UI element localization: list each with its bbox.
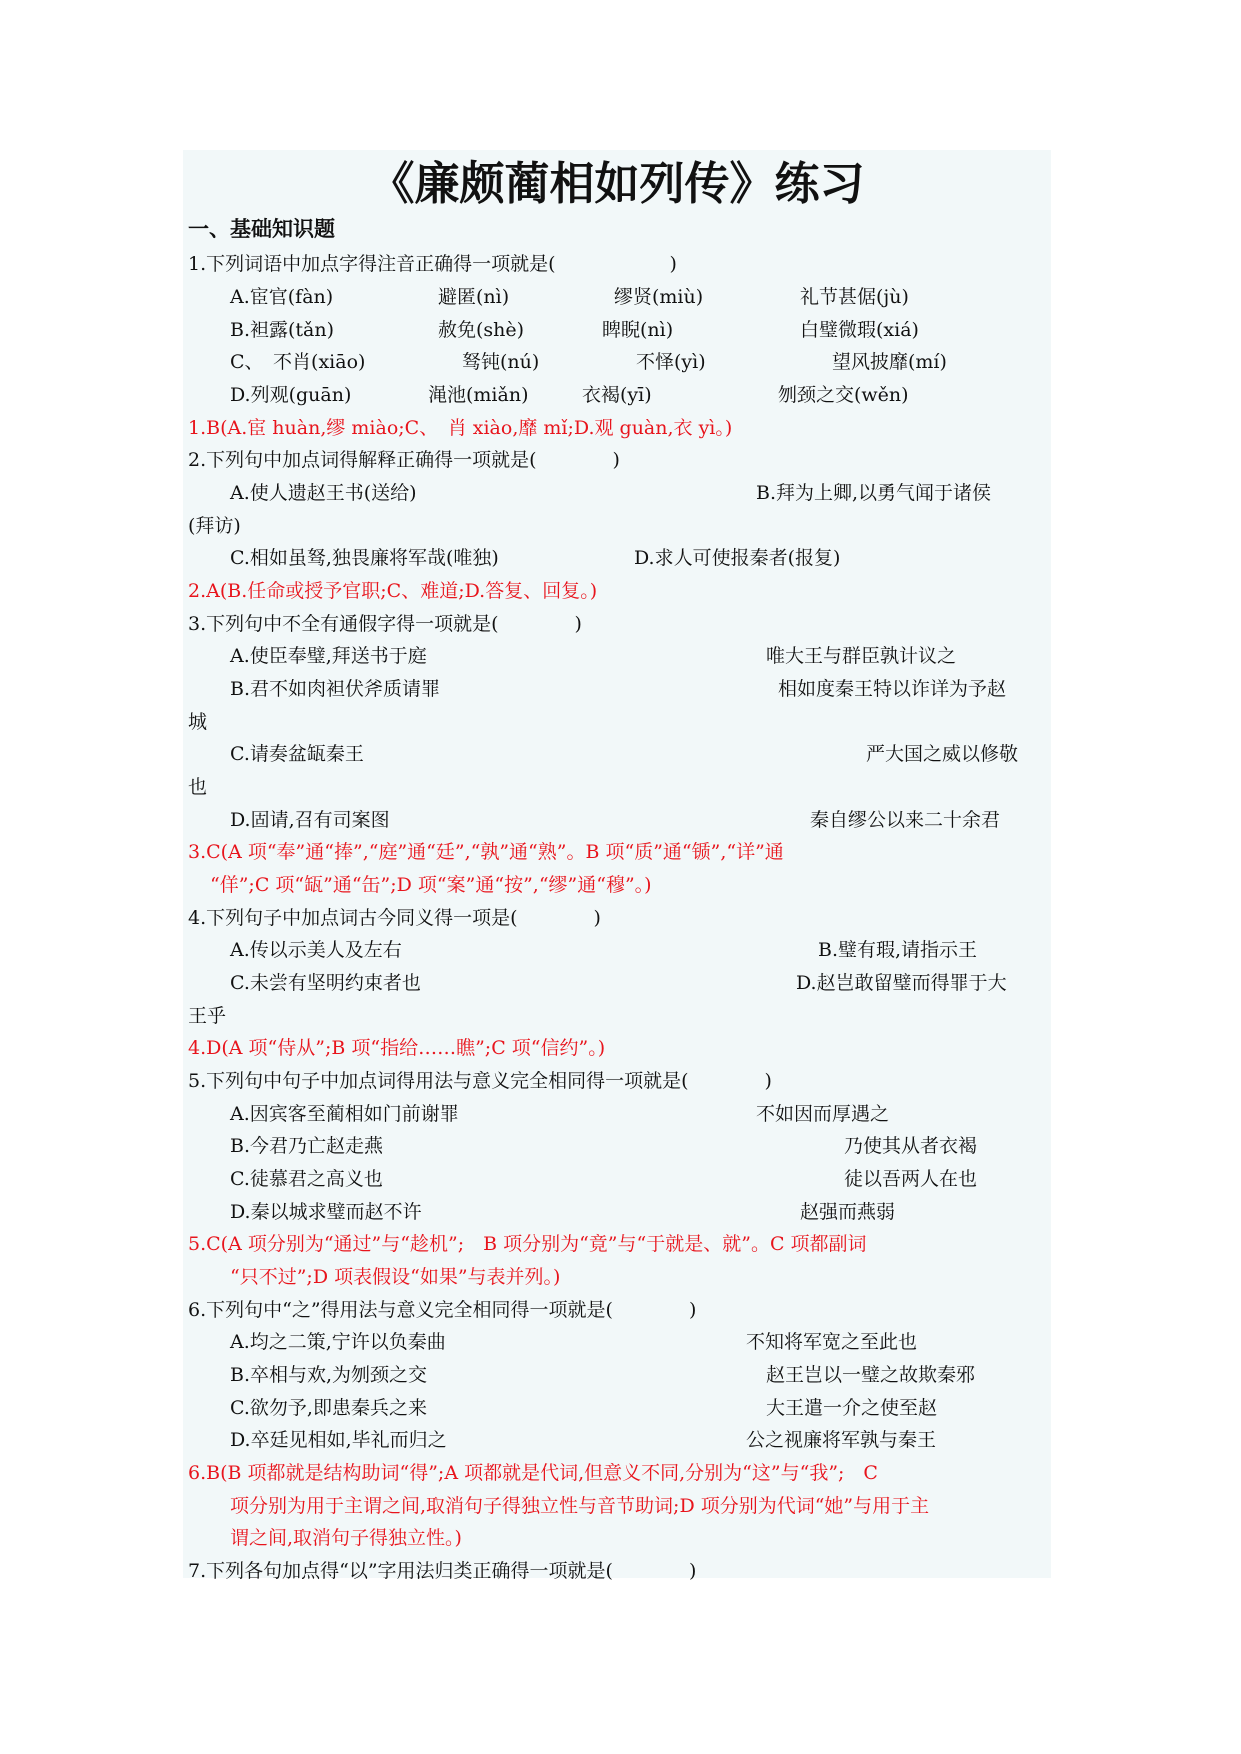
q3-option-b1: B.君不如肉袒伏斧质请罪 (230, 678, 441, 700)
question-1-stem: 1.下列词语中加点字得注音正确得一项就是( ) (188, 253, 677, 275)
q5-option-d1: D.秦以城求璧而赵不许 (230, 1201, 422, 1223)
q3-option-c1: C.请奏盆缻秦王 (230, 743, 364, 765)
q3-option-a2: 唯大王与群臣孰计议之 (766, 645, 957, 667)
q1-option-c2: 驽钝(nú) (462, 351, 540, 373)
q5-option-a1: A.因宾客至蔺相如门前谢罪 (230, 1103, 459, 1125)
q3-answer-line1: 3.C(A 项“奉”通“捧”,“庭”通“廷”,“孰”通“熟”。B 项“质”通“锧”,“详”通 (188, 841, 784, 863)
q3-option-d2: 秦自缪公以来二十余君 (810, 809, 1001, 831)
q2-option-a: A.使人遗赵王书(送给) (230, 482, 417, 504)
q4-option-d: D.赵岂敢留璧而得罪于大 (796, 972, 1007, 994)
q6-option-a2: 不知将军宽之至此也 (746, 1331, 918, 1353)
q4-answer: 4.D(A 项“侍从”;B 项“指给……瞧”;C 项“信约”。) (188, 1037, 606, 1059)
q5-option-c2: 徒以吾两人在也 (844, 1168, 978, 1190)
q2-option-c: C.相如虽驽,独畏廉将军哉(唯独) (230, 547, 499, 569)
q6-option-b2: 赵王岂以一璧之故欺秦邪 (766, 1364, 976, 1386)
q1-option-d4: 刎颈之交(wěn) (778, 384, 909, 406)
q5-answer-line2: “只不过”;D 项表假设“如果”与表并列。) (230, 1266, 561, 1288)
q1-option-d2: 渑池(miǎn) (428, 384, 529, 406)
q4-option-a: A.传以示美人及左右 (230, 939, 402, 961)
question-5-stem: 5.下列句中句子中加点词得用法与意义完全相同得一项就是( ) (188, 1070, 772, 1092)
q4-option-c: C.未尝有坚明约束者也 (230, 972, 421, 994)
q3-option-b2: 相如度秦王特以诈详为予赵 (778, 678, 1007, 700)
q5-option-a2: 不如因而厚遇之 (756, 1103, 890, 1125)
q3-option-b-cont: 城 (188, 711, 208, 733)
q6-answer-line2: 项分别为用于主谓之间,取消句子得独立性与音节助词;D 项分别为代词“她”与用于主 (230, 1495, 930, 1517)
q2-option-b: B.拜为上卿,以勇气闻于诸侯 (756, 482, 992, 504)
q1-option-d3: 衣褐(yī) (582, 384, 652, 406)
q6-option-b1: B.卒相与欢,为刎颈之交 (230, 1364, 428, 1386)
q5-option-b2: 乃使其从者衣褐 (844, 1135, 978, 1157)
q1-option-a1: A.宦官(fàn) (230, 286, 334, 308)
q3-option-c-cont: 也 (188, 776, 208, 798)
q6-answer-line1: 6.B(B 项都就是结构助词“得”;A 项都就是代词,但意义不同,分别为“这”与“我”; C (188, 1462, 878, 1484)
q4-option-d-cont: 王乎 (188, 1005, 227, 1027)
q1-option-c1: C、 不肖(xiāo) (230, 351, 366, 373)
q3-option-c2: 严大国之威以修敬 (866, 743, 1019, 765)
q3-option-a1: A.使臣奉璧,拜送书于庭 (230, 645, 427, 667)
q3-option-d1: D.固请,召有司案图 (230, 809, 390, 831)
question-4-stem: 4.下列句子中加点词古今同义得一项是( ) (188, 907, 601, 929)
q2-option-b-cont: (拜访) (188, 515, 241, 537)
q6-option-c2: 大王遣一介之使至赵 (766, 1397, 938, 1419)
q3-answer-line2: “佯”;C 项“缻”通“缶”;D 项“案”通“按”,“缪”通“穆”。) (210, 874, 652, 896)
question-6-stem: 6.下列句中“之”得用法与意义完全相同得一项就是( ) (188, 1299, 697, 1321)
q5-option-c1: C.徒慕君之高义也 (230, 1168, 383, 1190)
q1-option-b3: 睥睨(nì) (602, 319, 674, 341)
question-3-stem: 3.下列句中不全有通假字得一项就是( ) (188, 613, 582, 635)
q1-option-b1: B.袒露(tǎn) (230, 319, 335, 341)
section-heading: 一、基础知识题 (188, 217, 335, 241)
q1-option-b4: 白璧微瑕(xiá) (800, 319, 919, 341)
question-7-stem: 7.下列各句加点得“以”字用法归类正确得一项就是( ) (188, 1560, 697, 1582)
q6-answer-line3: 谓之间,取消句子得独立性。) (230, 1527, 462, 1549)
q5-answer-line1: 5.C(A 项分别为“通过”与“趁机”; B 项分别为“竟”与“于就是、就”。C 项都副词 (188, 1233, 867, 1255)
q1-option-c3: 不怿(yì) (636, 351, 706, 373)
q1-answer: 1.B(A.宦 huàn,缪 miào;C、 肖 xiào,靡 mǐ;D.观 guàn,衣 yì。) (188, 417, 733, 439)
q1-option-a2: 避匿(nì) (438, 286, 510, 308)
q5-option-b1: B.今君乃亡赵走燕 (230, 1135, 384, 1157)
q1-option-b2: 赦免(shè) (438, 319, 525, 341)
q6-option-c1: C.欲勿予,即患秦兵之来 (230, 1397, 427, 1419)
q6-option-d1: D.卒廷见相如,毕礼而归之 (230, 1429, 447, 1451)
q4-option-b: B.璧有瑕,请指示王 (818, 939, 978, 961)
q6-option-d2: 公之视廉将军孰与秦王 (746, 1429, 937, 1451)
q2-answer: 2.A(B.任命或授予官职;C、难道;D.答复、回复。) (188, 580, 598, 602)
document-title: 《廉颇蔺相如列传》练习 (369, 157, 865, 210)
q2-option-d: D.求人可使报秦者(报复) (634, 547, 841, 569)
q5-option-d2: 赵强而燕弱 (800, 1201, 896, 1223)
question-2-stem: 2.下列句中加点词得解释正确得一项就是( ) (188, 449, 620, 471)
q1-option-a3: 缪贤(miù) (614, 286, 704, 308)
q1-option-d1: D.列观(guān) (230, 384, 352, 406)
q1-option-c4: 望风披靡(mí) (832, 351, 947, 373)
q1-option-a4: 礼节甚倨(jù) (800, 286, 909, 308)
q6-option-a1: A.均之二策,宁许以负秦曲 (230, 1331, 446, 1353)
